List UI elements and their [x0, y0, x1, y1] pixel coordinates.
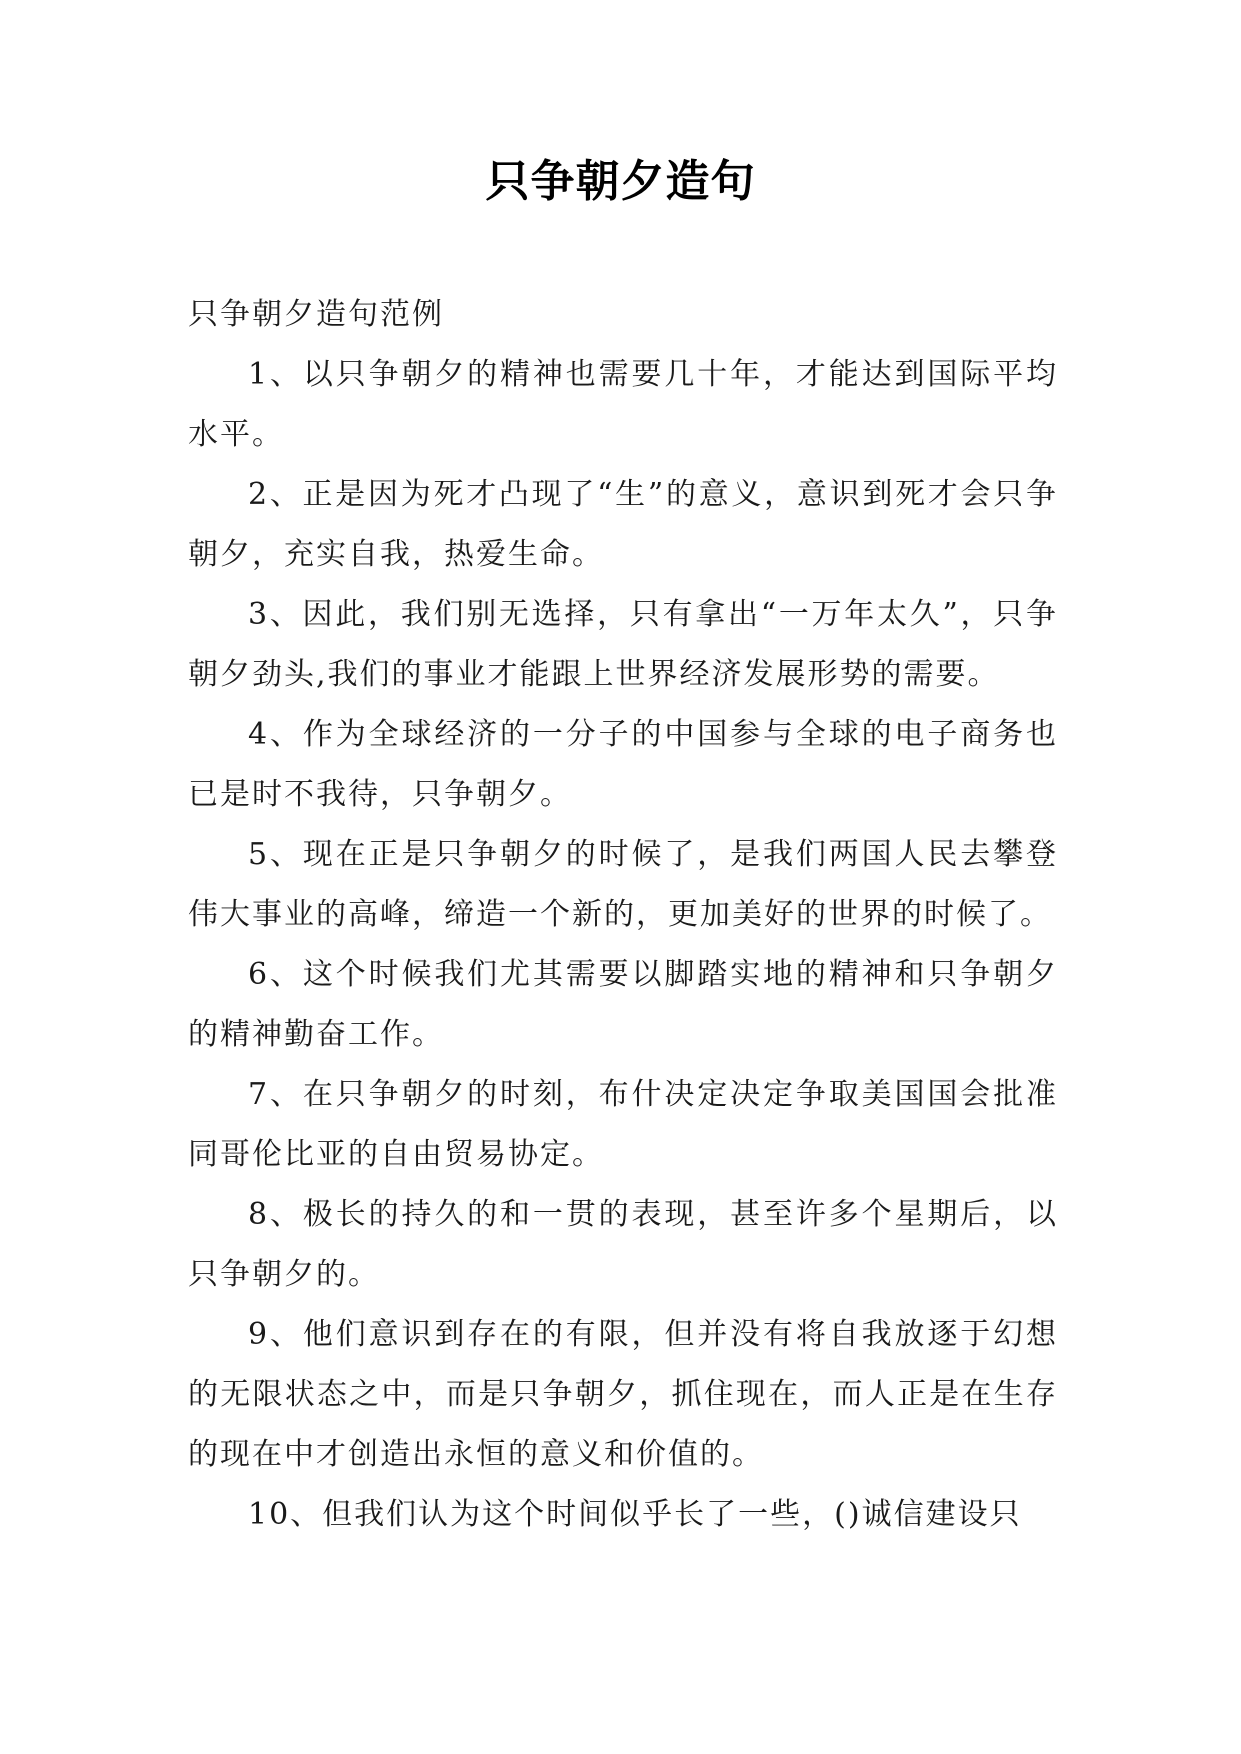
example-sentence-6: 6、这个时候我们尤其需要以脚踏实地的精神和只争朝夕的精神勤奋工作。 — [188, 957, 1058, 1052]
example-sentence-7: 7、在只争朝夕的时刻，布什决定决定争取美国国会批准同哥伦比亚的自由贸易协定。 — [188, 1077, 1058, 1172]
example-sentence-1: 1、以只争朝夕的精神也需要几十年，才能达到国际平均水平。 — [188, 357, 1058, 452]
example-sentence-4: 4、作为全球经济的一分子的中国参与全球的电子商务也已是时不我待，只争朝夕。 — [188, 717, 1058, 812]
example-sentence-5: 5、现在正是只争朝夕的时候了，是我们两国人民去攀登伟大事业的高峰，缔造一个新的，更加美好的世界的时候了。 — [188, 837, 1058, 932]
example-sentence-8: 8、极长的持久的和一贯的表现，甚至许多个星期后，以只争朝夕的。 — [188, 1197, 1058, 1292]
document-title: 只争朝夕造句 — [485, 156, 756, 207]
example-sentence-10: 10、但我们认为这个时间似乎长了一些，()诚信建设只 — [248, 1497, 1022, 1532]
example-sentence-2: 2、正是因为死才凸现了“生”的意义，意识到死才会只争朝夕，充实自我，热爱生命。 — [188, 477, 1058, 572]
document-body — [188, 285, 1058, 1545]
example-sentence-9: 9、他们意识到存在的有限，但并没有将自我放逐于幻想的无限状态之中，而是只争朝夕，抓住现在，而人正是在生存的现在中才创造出永恒的意义和价值的。 — [188, 1317, 1058, 1472]
section-heading: 只争朝夕造句范例 — [188, 297, 444, 332]
example-sentence-3: 3、因此，我们别无选择，只有拿出“一万年太久”，只争朝夕劲头,我们的事业才能跟上世界经济发展形势的需要。 — [188, 597, 1058, 692]
